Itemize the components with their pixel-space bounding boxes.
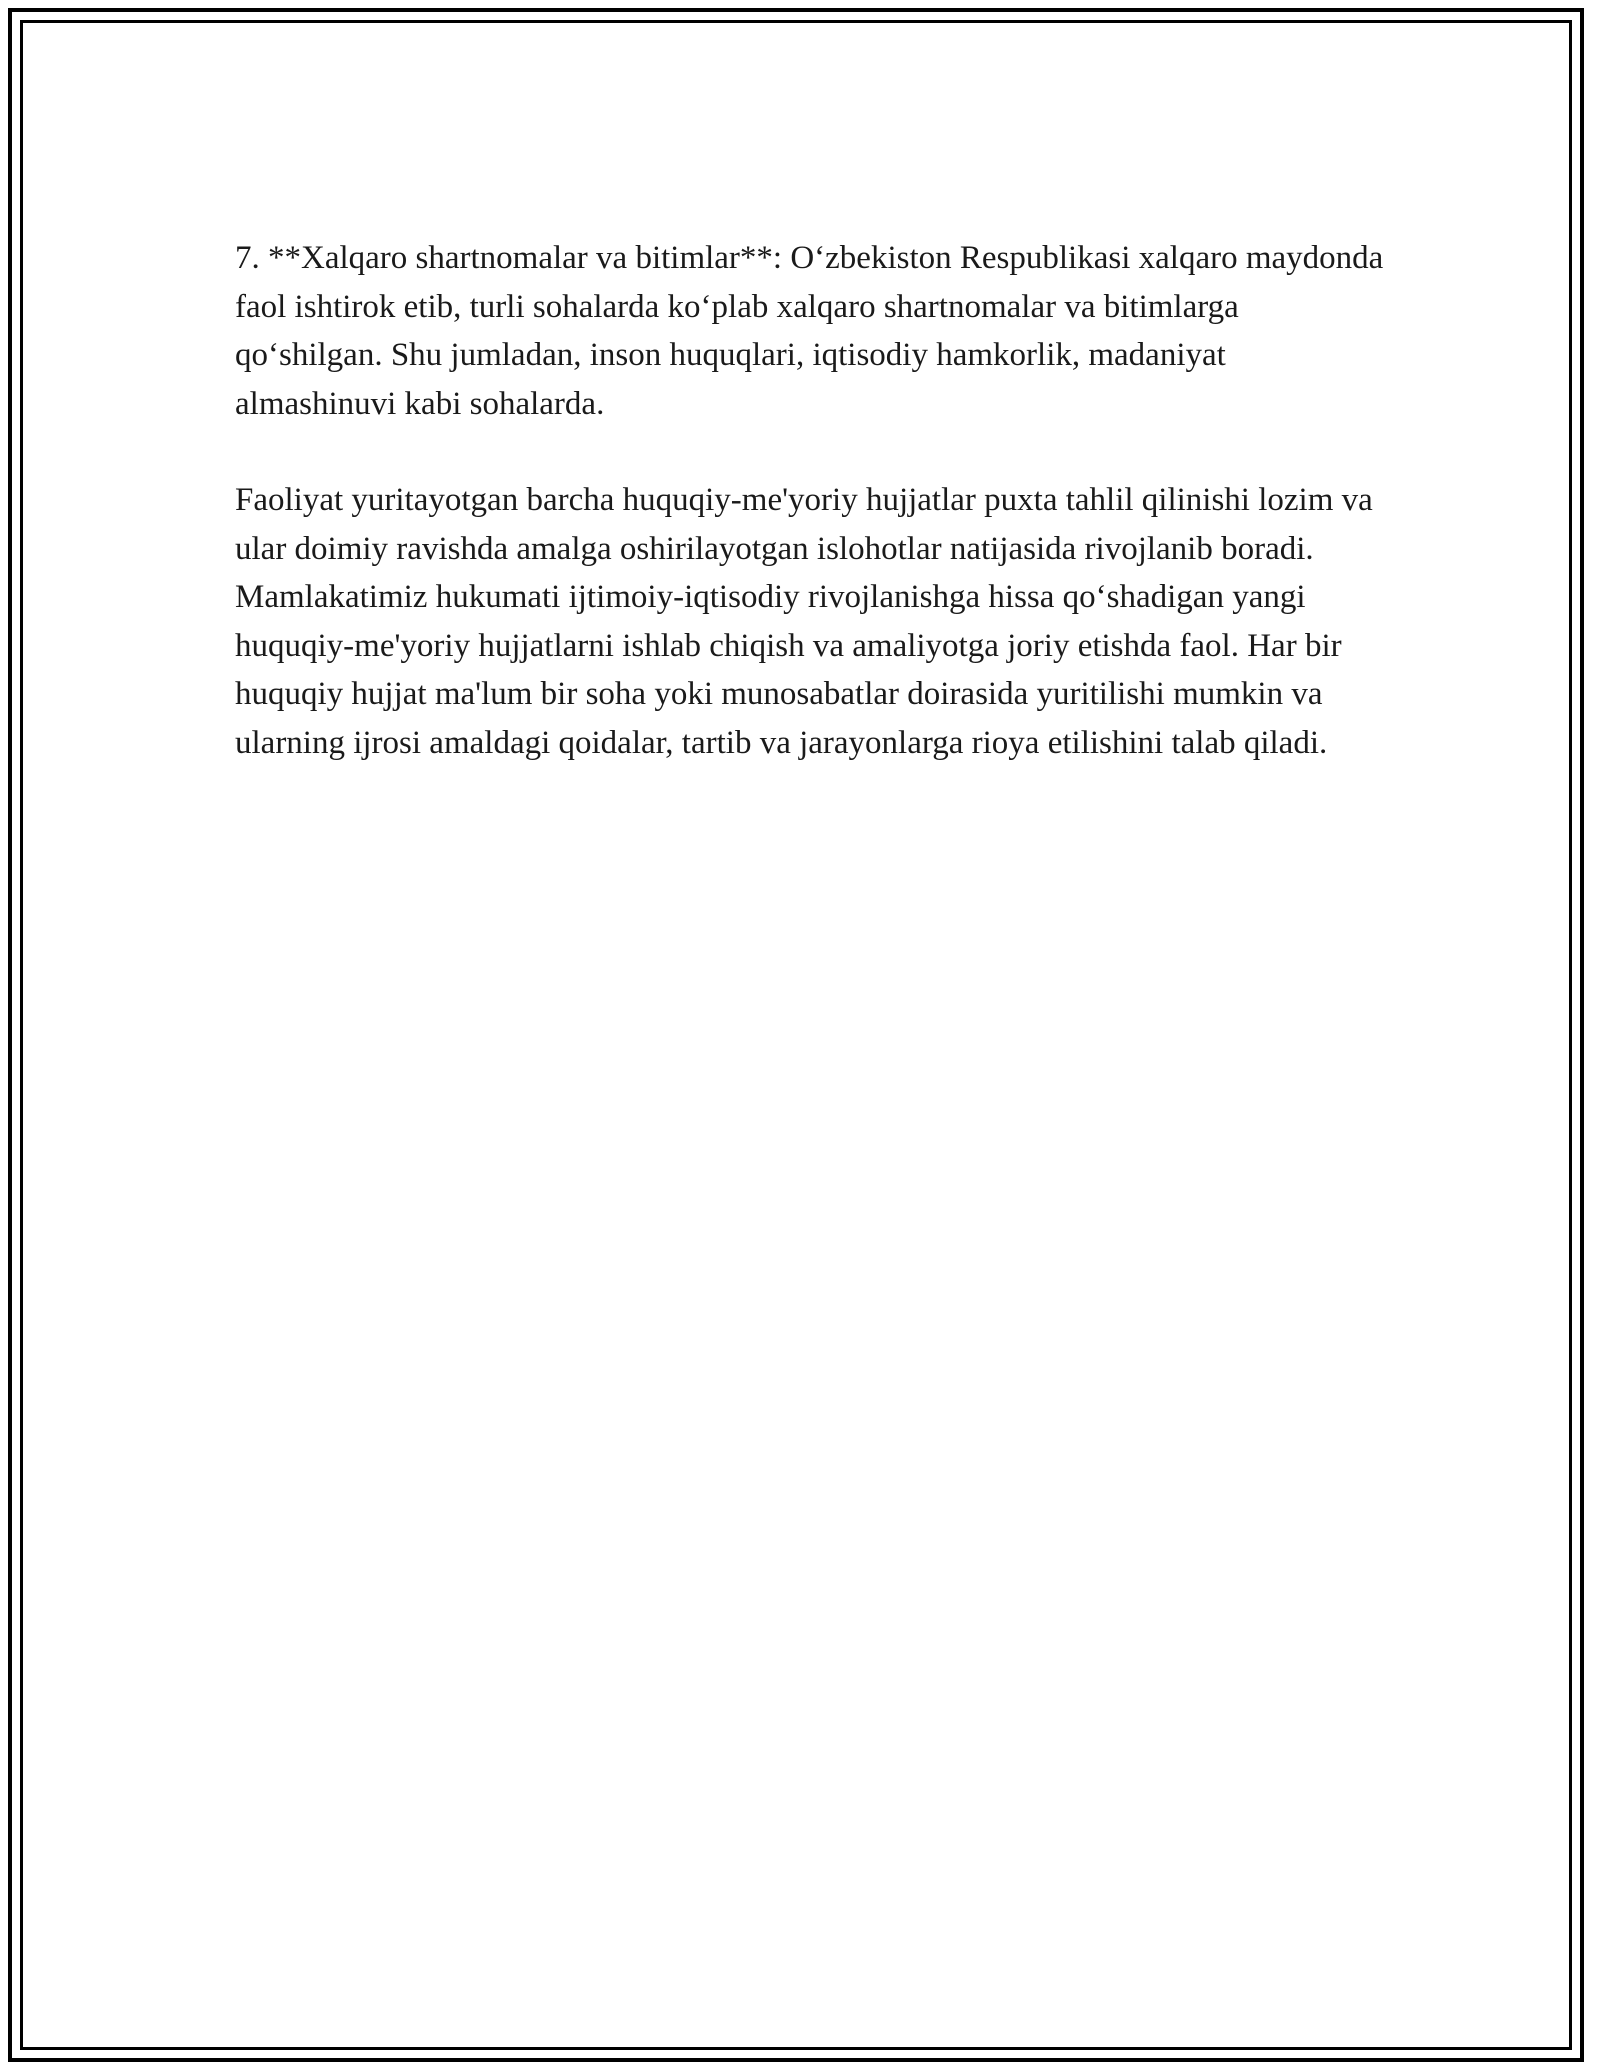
- paragraph-international-treaties: 7. **Xalqaro shartnomalar va bitimlar**: O‘zbekiston Respublikasi xalqaro maydonda faol ishtirok etib, turli sohalarda ko‘plab xalqaro shartnomalar va bitimlarga qo‘shilgan. Shu jumladan, inson huquqlari, iqtisodiy hamkorlik, madaniyat almashinuvi kabi sohalarda.: [235, 240, 1384, 422]
- paragraph-legal-documents: Faoliyat yuritayotgan barcha huquqiy-me'yoriy hujjatlar puxta tahlil qilinishi lozim va ular doimiy ravishda amalga oshirilayotgan islohotlar natijasida rivojlanib boradi. Mamlakatimiz hukumati ijtimoiy-iqtisodiy rivojlanishga hissa qo‘shadigan yangi huquqiy-me'yoriy hujjatlarni ishlab chiqish va amaliyotga joriy etishda faol. Har bir huquqiy hujjat ma'lum bir soha yoki munosabatlar doirasida yuritilishi mumkin va ularning ijrosi amaldagi qoidalar, tartib va jarayonlarga rioya etilishini talab qiladi.: [235, 482, 1373, 761]
- document-body: [235, 234, 1385, 767]
